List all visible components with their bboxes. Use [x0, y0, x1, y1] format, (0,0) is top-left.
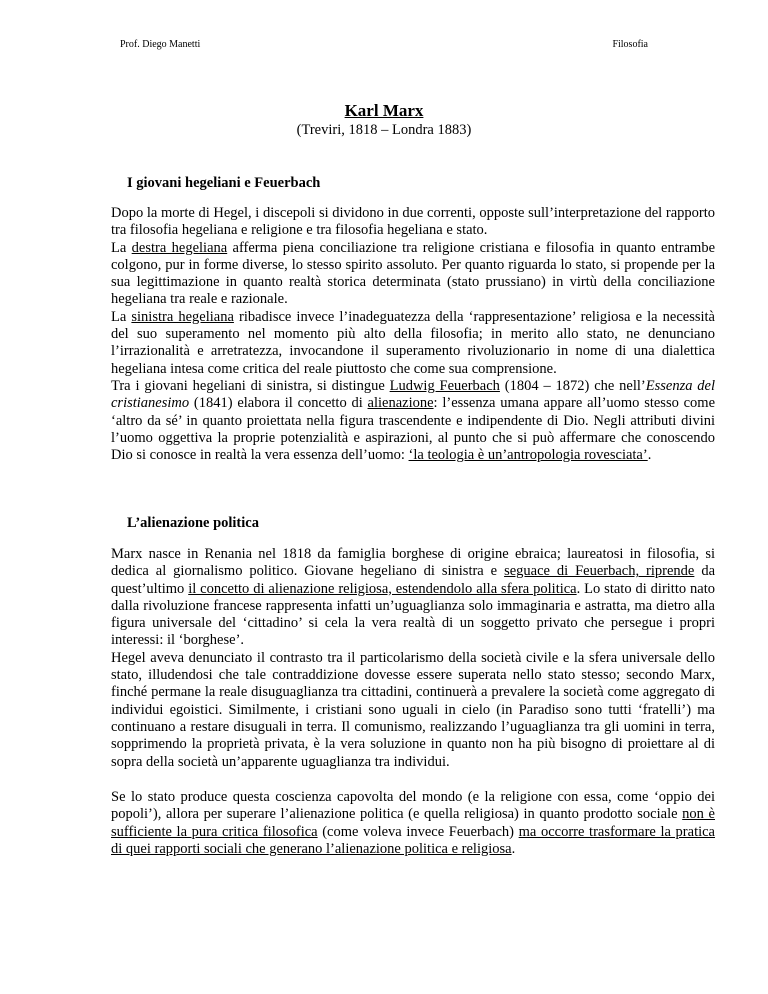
term-transform-practice: ma occorre trasformare la pratica di quei rapporti sociali che generano l’alienazione politica e religiosa: [111, 823, 715, 857]
page-subtitle: (Treviri, 1818 – Londra 1883): [296, 122, 472, 138]
header-author: Prof. Diego Manetti: [120, 39, 201, 50]
section-heading-political-alienation: L’alienazione politica: [127, 515, 259, 531]
header-subject: Filosofia: [612, 39, 648, 50]
term-alienation: alienazione: [367, 395, 434, 412]
paragraph-feuerbach: Tra i giovani hegeliani di sinistra, si distingue Ludwig Feuerbach (1804 – 1872) che nell’Essenza del cristianesimo (1841) elabora il concetto di alienazione: l’essenza umana appare all’uomo stesso come ‘altro da sé’ in quanto proiettata nella figura trascendente e indipendente di Dio. Negli attributi divini l’uomo oggettiva la proprie potenzialità e aspirazioni, al punto che si può affermare che conoscendo Dio si conosce in realtà la vera essenza dell’uomo: ‘la teologia è un’antropologia rovesciata’.: [111, 378, 716, 464]
term-political-alienation: il concetto di alienazione religiosa, estendendolo alla sfera politica: [188, 580, 577, 597]
paragraph-marx-bio: Marx nasce in Renania nel 1818 da famiglia borghese di origine ebraica; laureatosi in filosofia, si dedica al giornalismo politico. Giovane hegeliano di sinistra e seguace di Feuerbach, riprende da quest’ultimo il concetto di alienazione religiosa, estendendolo alla sfera politica. Lo stato di diritto nato dalla rivoluzione francese rappresenta infatti un’uguaglianza solo immaginaria e astratta, ma dietro alla figura universale del ‘cittadino’ si cela la vera realtà di un soggetto privato che persegue i propri interessi: il ‘borghese’. Hegel aveva denunciato il contrasto tra il particolarismo della società civile e la sfera universale dello stato, illudendosi che tale contraddizione dovesse essere superata nello stato stesso; secondo Marx, finché permane la reale disuguaglianza tra cittadini, continuerà a prevalere la società come aggregato di individui egoistici. Similmente, i cristiani sono uguali in cielo (in Paradiso sono tutti ‘fratelli’) ma continuano a restare disuguali in terra. Il comunismo, realizzando l’uguaglianza tra gli uomini in terra, sopprimendo la proprietà privata, è la vera soluzione in quanto non ha più bisogno di proiettare al di sopra della società un’apparente uguaglianza tra individui.: [111, 546, 716, 770]
paragraph-hegel-schools: Dopo la morte di Hegel, i discepoli si dividono in due correnti, opposte sull’interpretazione del rapporto tra filosofia hegeliana e religione e tra filosofia hegeliana e stato. La destra hegeliana afferma piena conciliazione tra religione cristiana e filosofia in quanto entrambe colgono, pur in forme diverse, lo stesso spirito assoluto. Per quanto riguarda lo stato, si propende per la sua legittimazione in quanto realtà storica determinata (stato prussiano) in virtù della conciliazione hegeliana tra reale e razionale. La sinistra hegeliana ribadisce invece l’inadeguatezza della ‘rappresentazione’ religiosa e la necessità del suo superamento nel momento più alto della filosofia; in merito allo stato, ne denunciano l’irrazionalità e arretratezza, invocandone il superamento rivoluzionario in nome di una dialettica hegeliana intesa come critica del reale piuttosto che come sua comprensione.: [111, 205, 716, 377]
paragraph-conclusion: Se lo stato produce questa coscienza capovolta del mondo (e la religione con essa, come ‘oppio dei popoli’), allora per superare l’alienazione politica (e quella religiosa) in quanto prodotto sociale non è sufficiente la pura critica filosofica (come voleva invece Feuerbach) ma occorre trasformare la pratica di quei rapporti sociali che generano l’alienazione politica e religiosa.: [111, 789, 715, 857]
section-heading-hegelians: I giovani hegeliani e Feuerbach: [127, 175, 321, 191]
term-right-hegelians: destra hegeliana: [131, 239, 228, 256]
term-feuerbach-follower: seguace di Feuerbach, riprende: [504, 563, 695, 580]
quote-theology: ‘la teologia è un’antropologia rovesciata’: [408, 447, 648, 464]
term-left-hegelians: sinistra hegeliana: [131, 308, 234, 325]
book-title: Essenza del cristianesimo: [111, 378, 716, 412]
term-philosophical-critique: non è sufficiente la pura critica filosofica: [111, 806, 715, 840]
term-feuerbach: Ludwig Feuerbach: [389, 378, 500, 394]
page-title: Karl Marx: [344, 101, 424, 120]
